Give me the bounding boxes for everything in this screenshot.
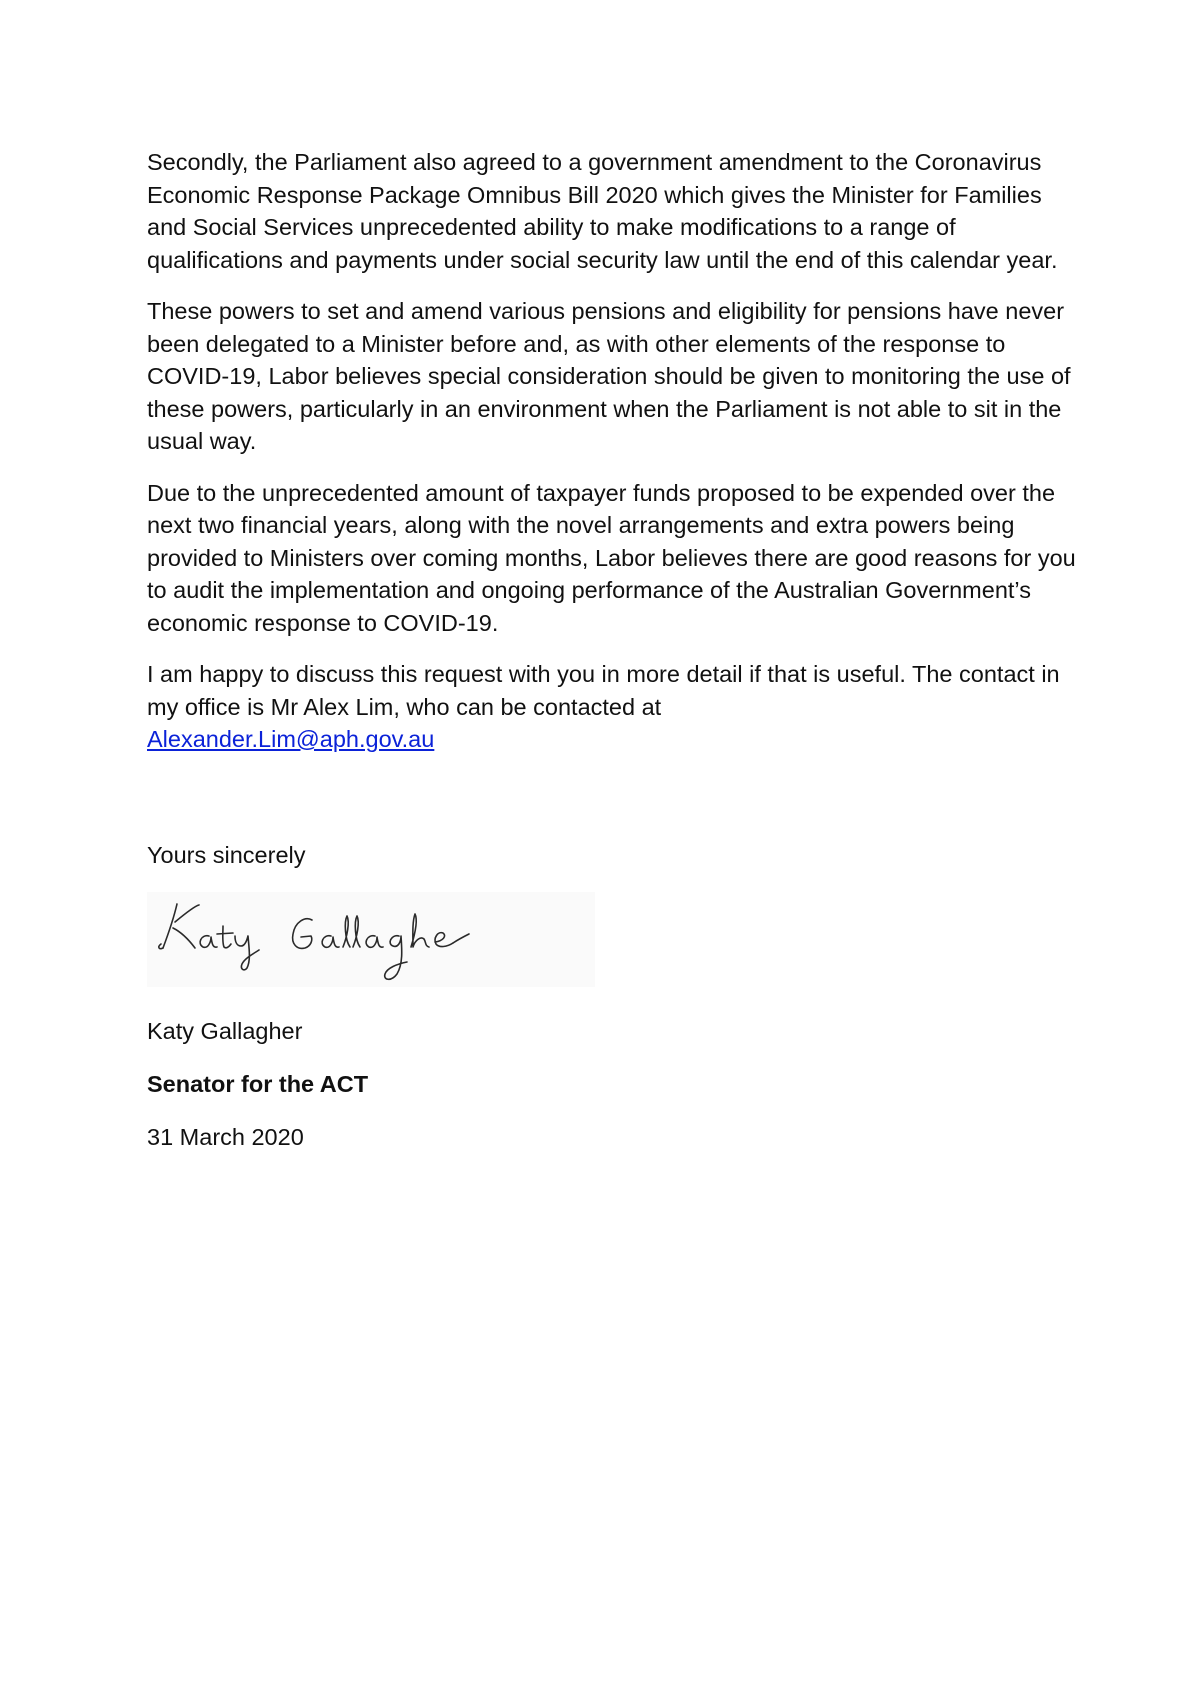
closing-salutation: Yours sincerely xyxy=(147,842,306,868)
handwritten-signature xyxy=(147,892,595,987)
paragraph-audit-request: Due to the unprecedented amount of taxpayer funds proposed to be expended over the next two financial years, along with the novel arrangements and extra powers being provided to Ministers over coming months, Labor believes there are good reasons for you to audit the implementation and ongoing performance of the Australian Government’s economic response to COVID-19. xyxy=(147,479,1076,636)
contact-text: I am happy to discuss this request with you in more detail if that is useful. The contact in my office is Mr Alex Lim, who can be contacted at xyxy=(147,661,1060,720)
letter-date: 31 March 2020 xyxy=(147,1124,304,1150)
paragraph-contact xyxy=(147,658,1077,756)
signatory-title: Senator for the ACT xyxy=(147,1071,369,1097)
paragraph-amendment: Secondly, the Parliament also agreed to a government amendment to the Coronavirus Economic Response Package Omnibus Bill 2020 which gives the Minister for Families and Social Services unprecedented ability to make modifications to a range of qualifications and payments under social security law until the end of this calendar year. xyxy=(147,149,1058,273)
signatory-name: Katy Gallagher xyxy=(147,1018,303,1044)
paragraph-powers: These powers to set and amend various pensions and eligibility for pensions have never been delegated to a Minister before and, as with other elements of the response to COVID-19, Labor believes special consideration should be given to monitoring the use of these powers, particularly in an environment when the Parliament is not able to sit in the usual way. xyxy=(147,298,1071,454)
contact-email-link[interactable]: Alexander.Lim@aph.gov.au xyxy=(147,726,435,752)
letter-body xyxy=(147,146,1077,775)
